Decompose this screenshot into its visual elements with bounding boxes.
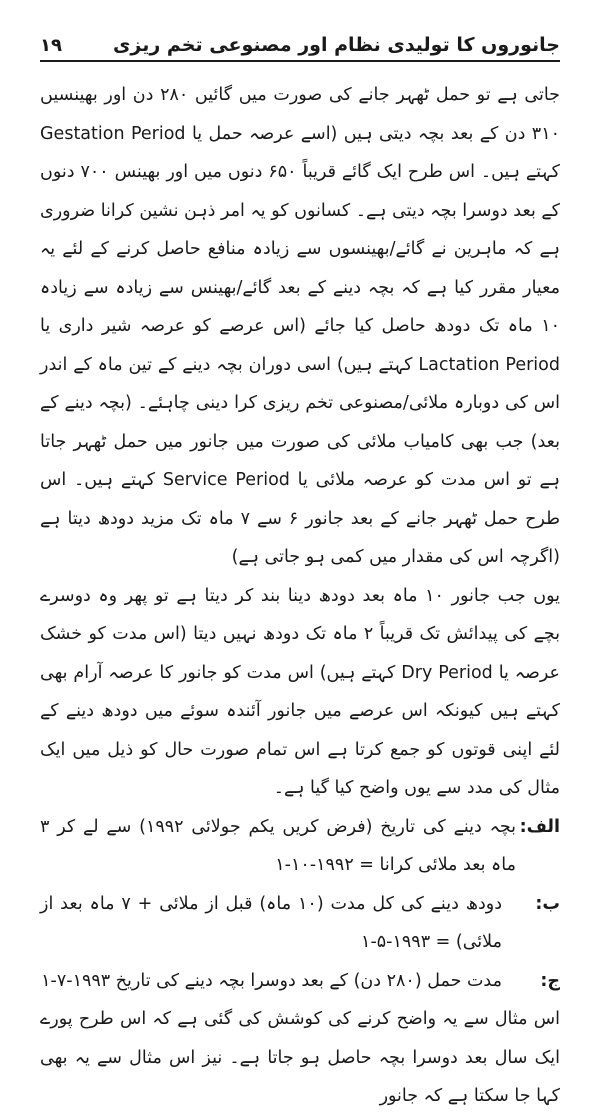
example-list	[40, 808, 560, 1001]
example-text: مدت حمل (۲۸۰ دن) کے بعد دوسرا بچہ دینے کی تاریخ ۱۹۹۳-۷-۱	[41, 970, 502, 991]
page-number: ۱۹	[40, 35, 62, 56]
example-item-jeem	[40, 962, 560, 1001]
example-item-be	[40, 885, 560, 962]
example-label: ج:	[540, 970, 560, 991]
example-text: بچہ دینے کی تاریخ (فرض کریں یکم جولائی ۱۹۹۲) سے لے کر ۳ ماہ بعد ملائی کرانا = ۱۹۹۲-۱۰-۱	[40, 816, 516, 875]
example-label: ب:	[535, 893, 560, 914]
example-text: دودھ دینے کی کل مدت (۱۰ ماہ) قبل از ملائی + ۷ ماہ بعد از ملائی) = ۱۹۹۳-۵-۱	[40, 893, 503, 952]
paragraph-closing: اس مثال سے یہ واضح کرنے کی کوشش کی گئی ہے کہ اس طرح پورے ایک سال بعد دوسرا بچہ حاصل ہو جاتا ہے۔ نیز اس مثال سے یہ بھی کہا جا سکتا ہے کہ جانور	[40, 1009, 560, 1106]
example-item-alif	[40, 808, 560, 885]
page-header	[40, 30, 560, 62]
running-title: جانوروں کا تولیدی نظام اور مصنوعی تخم ریزی	[112, 34, 560, 56]
paragraph-dry-period: یوں جب جانور ۱۰ ماہ بعد دودھ دینا بند کر دیتا ہے تو پھر وہ دوسرے بچے کی پیدائش تک قریباً ۲ ماہ تک دودھ نہیں دیتا (اس مدت کو خشک عرصہ یا Dry Period کہتے ہیں) اس مدت کو جانور کا عرصہ آرام بھی کہتے ہیں کیونکہ اس عرصے میں جانور آئندہ سوئے میں دودھ دینے کے لئے اپنی قوتوں کو جمع کرتا ہے اس تمام صورت حال کو ذیل میں ایک مثال کی مدد سے یوں واضح کیا گیا ہے۔	[40, 585, 560, 798]
example-label: الف:	[519, 816, 560, 837]
paragraph-gestation-lactation: جاتی ہے تو حمل ٹھہر جانے کی صورت میں گائیں ۲۸۰ دن اور بھینسیں ۳۱۰ دن کے بعد بچہ دیتی ہیں (اسے عرصہ حمل یا Gestation Period کہتے ہیں۔ اس طرح ایک گائے قریباً ۶۵۰ دنوں میں اور بھینس ۷۰۰ دنوں کے بعد دوسرا بچہ دیتی ہے۔ کسانوں کو یہ امر ذہن نشین کرانا ضروری ہے کہ ماہرین نے گائے/بھینسوں سے زیادہ منافع حاصل کرنے کے لئے یہ معیار مقرر کیا ہے کہ بچہ دینے کے بعد گائے/بھینس سے زیادہ سے زیادہ ۱۰ ماہ تک دودھ حاصل کیا جائے (اس عرصے کو عرصہ شیر داری یا Lactation Period کہتے ہیں) اسی دوران بچہ دینے کے تین ماہ کے اندر اس کی دوبارہ ملائی/مصنوعی تخم ریزی کرا دینی چاہئے۔ (بچہ دینے کے بعد) جب بھی کامیاب ملائی کی صورت میں جانور میں حمل ٹھہر جاتا ہے تو اس مدت کو عرصہ ملائی یا Service Period کہتے ہیں۔ اس طرح حمل ٹھہر جانے کے بعد جانور ۶ سے ۷ ماہ تک مزید دودھ دیتا ہے (اگرچہ اس کی مقدار میں کمی ہو جاتی ہے)	[40, 85, 561, 567]
